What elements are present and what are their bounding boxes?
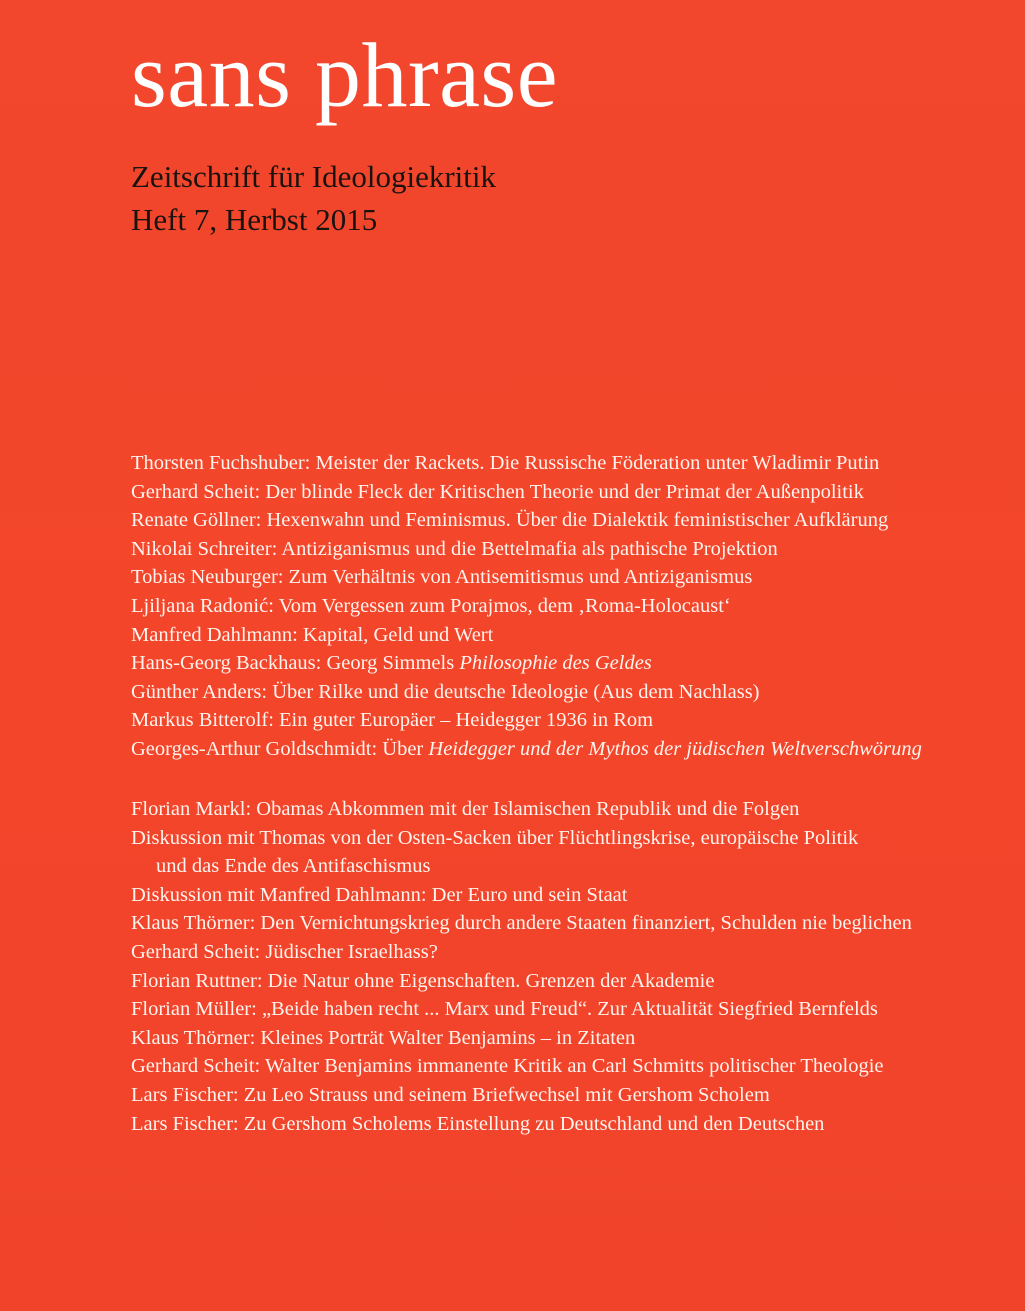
journal-subtitle: Zeitschrift für Ideologiekritik [131, 159, 496, 194]
contents-entry-text: Ljiljana Radonić: Vom Vergessen zum Porajmos, dem ‚Roma-Holocaust‘ [131, 594, 731, 617]
contents-entry-work-title: Philosophie des Geldes [459, 652, 652, 675]
contents-entry-text: Manfred Dahlmann: Kapital, Geld und Wert [131, 623, 494, 646]
contents-entry-text: Georges-Arthur Goldschmidt: Über [131, 737, 429, 760]
contents-entry-text: Lars Fischer: Zu Gershom Scholems Einstellung zu Deutschland und den Deutschen [131, 1112, 825, 1135]
contents-entry [131, 1052, 1011, 1081]
contents-entry [131, 563, 1011, 592]
contents-entry-text: Diskussion mit Manfred Dahlmann: Der Euro und sein Staat [131, 883, 628, 906]
contents-entry-work-title: Heidegger und der Mythos der jüdischen Weltverschwörung [428, 737, 922, 760]
contents-entry [131, 621, 1011, 650]
contents-entry-text: Gerhard Scheit: Walter Benjamins immanente Kritik an Carl Schmitts politischer Theologie [131, 1055, 884, 1078]
contents-entry-text: Gerhard Scheit: Jüdischer Israelhass? [131, 940, 438, 963]
contents-entry-text: Florian Müller: „Beide haben recht ... Marx und Freud“. Zur Aktualität Siegfried Bernfelds [131, 998, 878, 1021]
contents-entry [131, 967, 1011, 996]
journal-title: sans phrase [131, 24, 559, 126]
contents-entry-continuation [131, 852, 1011, 881]
contents-entry [131, 938, 1011, 967]
contents-list-articles [131, 449, 1011, 764]
contents-entry-text: Tobias Neuburger: Zum Verhältnis von Antisemitismus und Antiziganismus [131, 566, 753, 589]
contents-entry [131, 1024, 1011, 1053]
contents-entry [131, 1081, 1011, 1110]
contents-entry-text: Nikolai Schreiter: Antiziganismus und die Bettelmafia als pathische Projektion [131, 537, 778, 560]
contents-entry [131, 881, 1011, 910]
contents-entry-text: Thorsten Fuchshuber: Meister der Rackets. Die Russische Föderation unter Wladimir Putin [131, 452, 880, 474]
contents-entry-text: Diskussion mit Thomas von der Osten-Sacken über Flüchtlingskrise, europäische Politik [131, 826, 859, 849]
contents-entry [131, 995, 1011, 1024]
contents-entry [131, 478, 1011, 507]
contents-entry [131, 535, 1011, 564]
contents-entry [131, 1110, 1011, 1139]
contents-entry-text: Florian Markl: Obamas Abkommen mit der Islamischen Republik und die Folgen [131, 798, 800, 820]
contents-entry [131, 824, 1011, 853]
contents-entry [131, 909, 1011, 938]
contents-list-discussions [131, 795, 1011, 1138]
contents-entry-text: Hans-Georg Backhaus: Georg Simmels [131, 652, 460, 675]
contents-entry [131, 678, 1011, 707]
contents-entry [131, 449, 1011, 478]
contents-entry-text: Klaus Thörner: Kleines Porträt Walter Benjamins – in Zitaten [131, 1026, 636, 1049]
contents-entry-text: Renate Göllner: Hexenwahn und Feminismus. Über die Dialektik feministischer Aufklärung [131, 509, 889, 532]
contents-entry-text: Lars Fischer: Zu Leo Strauss und seinem Briefwechsel mit Gershom Scholem [131, 1083, 770, 1106]
contents-entry [131, 506, 1011, 535]
contents-entry-text: Markus Bitterolf: Ein guter Europäer – Heidegger 1936 in Rom [131, 709, 654, 732]
issue-label: Heft 7, Herbst 2015 [131, 202, 378, 237]
contents-entry [131, 706, 1011, 735]
contents-entry-text: Florian Ruttner: Die Natur ohne Eigenschaften. Grenzen der Akademie [131, 969, 715, 992]
contents-entry [131, 735, 1011, 764]
contents-entry-text: und das Ende des Antifaschismus [156, 855, 431, 878]
contents-entry-text: Günther Anders: Über Rilke und die deutsche Ideologie (Aus dem Nachlass) [131, 680, 760, 703]
contents-entry [131, 795, 1011, 824]
contents-entry [131, 649, 1011, 678]
contents-entry-text: Klaus Thörner: Den Vernichtungskrieg durch andere Staaten finanziert, Schulden nie beglichen [131, 912, 912, 935]
contents-entry [131, 592, 1011, 621]
contents-entry-text: Gerhard Scheit: Der blinde Fleck der Kritischen Theorie und der Primat der Außenpolitik [131, 480, 864, 503]
